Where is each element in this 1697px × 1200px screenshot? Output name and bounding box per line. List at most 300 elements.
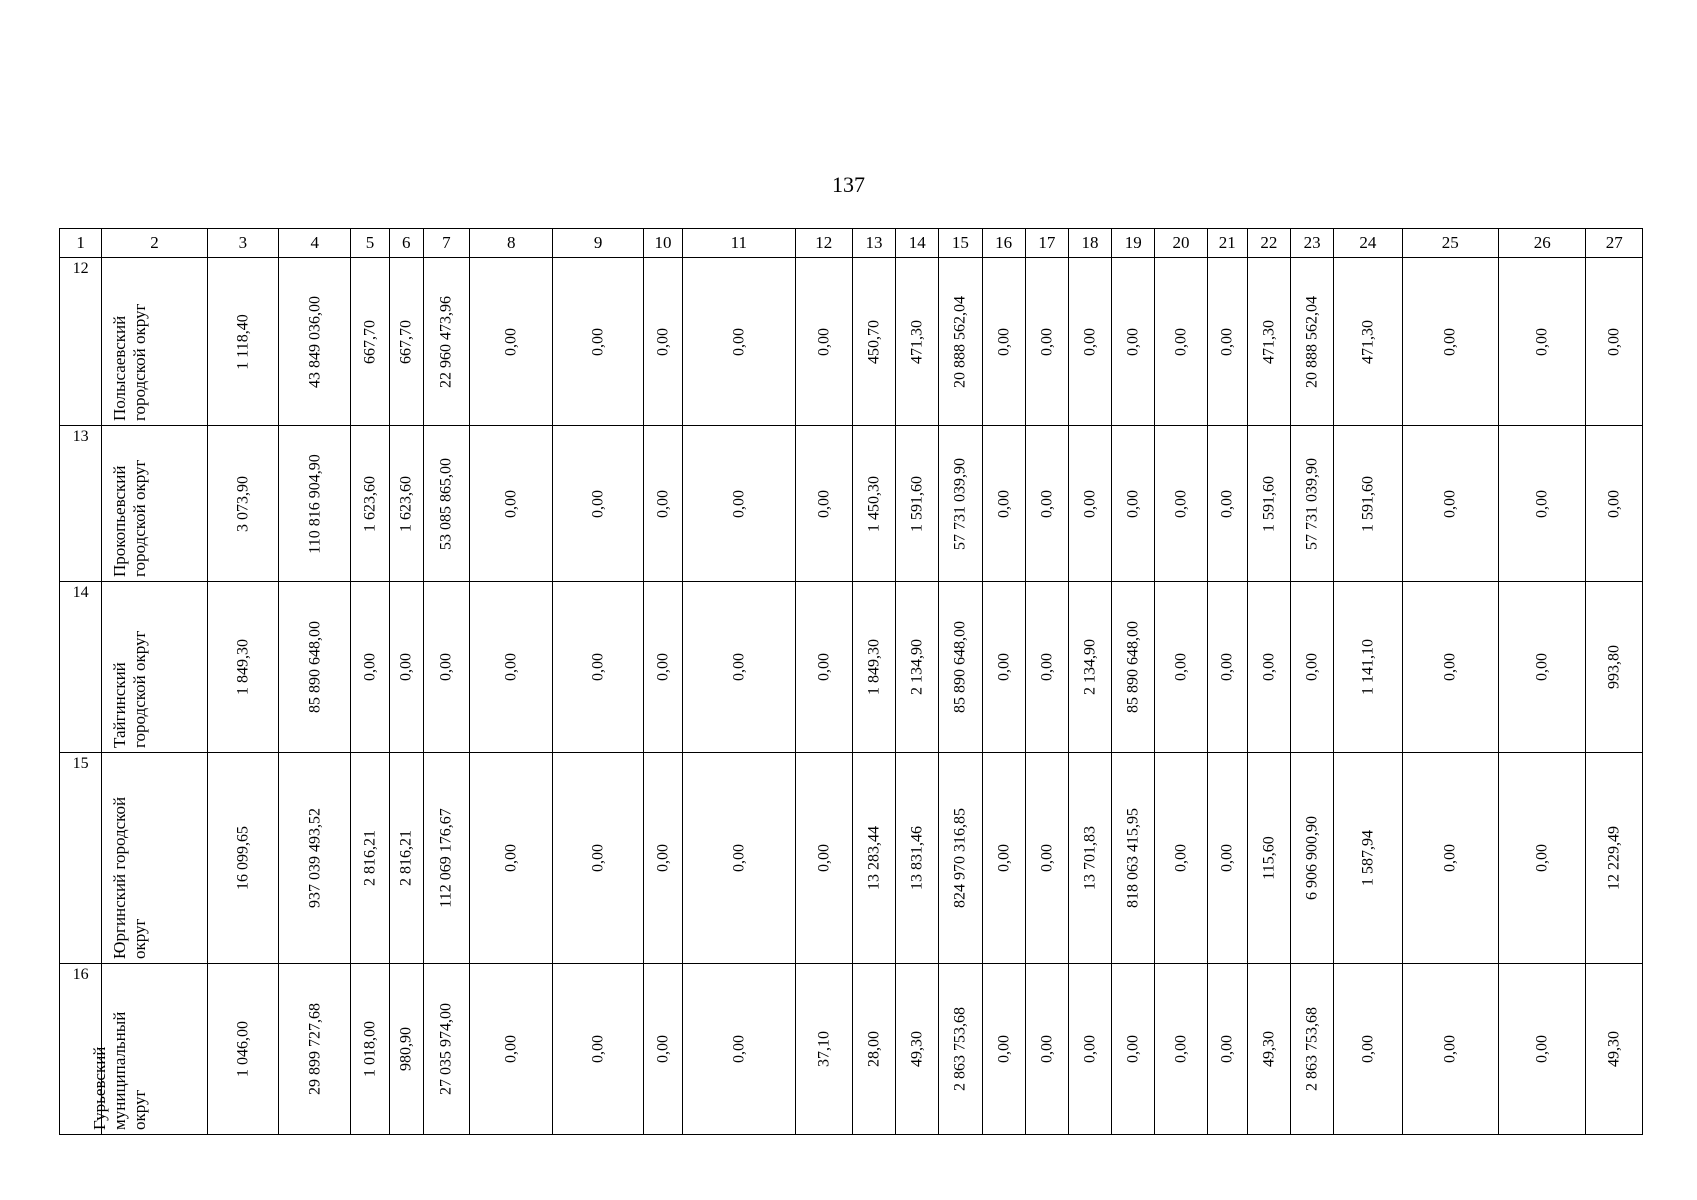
column-header: 17 [1025,229,1068,258]
column-header: 25 [1402,229,1498,258]
data-cell [982,964,1025,1135]
data-cell [389,582,423,753]
cell-value: 0,00 [815,489,833,518]
column-header: 12 [795,229,852,258]
data-cell [852,426,895,582]
cell-value: 1 018,00 [361,1021,379,1077]
row-number: 16 [60,964,102,1135]
data-cell [1025,964,1068,1135]
data-cell [982,426,1025,582]
column-header: 10 [643,229,682,258]
cell-value: 0,00 [995,489,1013,518]
cell-value: 0,00 [1081,327,1099,356]
table-row [60,258,1643,426]
data-cell [982,753,1025,964]
cell-value: 0,00 [397,653,415,681]
data-cell [1291,964,1334,1135]
cell-value: 0,00 [995,844,1013,872]
data-cell [683,582,796,753]
cell-value: 0,00 [1533,844,1551,872]
column-header: 3 [207,229,278,258]
cell-value: 0,00 [1605,327,1623,356]
cell-value: 85 890 648,00 [306,621,324,713]
cell-value: 0,00 [730,327,748,356]
cell-value: 0,00 [1172,844,1190,872]
header-row [60,229,1643,258]
data-cell [1402,426,1498,582]
row-number: 14 [60,582,102,753]
table-row [60,426,1643,582]
cell-value: 0,00 [1038,1035,1056,1063]
data-cell [1112,753,1155,964]
data-cell [643,964,682,1135]
cell-value: 0,00 [589,844,607,872]
cell-value: 0,00 [1260,653,1278,681]
data-cell [279,258,351,426]
cell-value: 1 118,40 [234,313,252,370]
cell-value: 0,00 [1038,653,1056,681]
data-cell [1247,582,1290,753]
data-cell [1499,753,1586,964]
column-header: 7 [423,229,469,258]
data-cell [939,964,982,1135]
cell-value: 0,00 [815,327,833,356]
cell-value: 0,00 [1441,1035,1459,1063]
data-cell [1334,964,1402,1135]
data-cell [1155,753,1207,964]
municipality-name [102,582,208,753]
cell-value: 110 816 904,90 [306,453,324,554]
cell-value: 0,00 [1038,327,1056,356]
column-header: 22 [1247,229,1290,258]
cell-value: 0,00 [1441,844,1459,872]
cell-value: 13 283,44 [865,826,883,890]
column-header: 2 [102,229,208,258]
cell-value: 0,00 [589,1035,607,1063]
cell-value: 0,00 [589,653,607,681]
data-cell [423,753,469,964]
data-cell [423,964,469,1135]
column-header: 20 [1155,229,1207,258]
data-cell [389,258,423,426]
municipality-name-text: Прокопьевский городской округ [110,459,150,577]
cell-value: 29 899 727,68 [306,1003,324,1095]
data-cell [896,582,939,753]
data-cell [351,426,389,582]
data-cell [643,426,682,582]
cell-value: 85 890 648,00 [1124,621,1142,713]
cell-value: 1 046,00 [234,1021,252,1077]
cell-value: 0,00 [1172,489,1190,518]
data-cell [982,582,1025,753]
cell-value: 1 591,60 [908,475,926,532]
data-cell [1155,426,1207,582]
cell-value: 0,00 [654,327,672,356]
data-cell [1207,964,1247,1135]
column-header: 9 [553,229,643,258]
data-cell [389,964,423,1135]
cell-value: 0,00 [815,844,833,872]
data-cell [207,426,278,582]
data-cell [389,426,423,582]
cell-value: 28,00 [865,1031,883,1067]
municipality-name-text: Тайгинский городской округ [110,630,150,748]
cell-value: 13 701,83 [1081,826,1099,890]
data-cell [1291,426,1334,582]
cell-value: 16 099,65 [234,826,252,890]
cell-value: 0,00 [1218,327,1236,356]
cell-value: 0,00 [502,1035,520,1063]
cell-value: 2 816,21 [397,830,415,886]
cell-value: 0,00 [1081,1035,1099,1063]
cell-value: 0,00 [815,653,833,681]
column-header: 18 [1068,229,1111,258]
data-cell [1112,426,1155,582]
column-header: 15 [939,229,982,258]
municipality-name [102,753,208,964]
municipality-name-text: Гурьевский муниципальный округ [90,1011,150,1130]
cell-value: 37,10 [815,1031,833,1067]
data-cell [982,258,1025,426]
cell-value: 22 960 473,96 [437,295,455,388]
data-cell [1068,258,1111,426]
data-cell [1155,582,1207,753]
cell-value: 0,00 [1124,327,1142,356]
data-cell [1207,753,1247,964]
data-cell [389,753,423,964]
cell-value: 0,00 [1038,489,1056,518]
data-cell [1291,753,1334,964]
data-cell [1155,258,1207,426]
data-cell [1068,582,1111,753]
data-cell [683,258,796,426]
data-cell [939,753,982,964]
data-cell [351,964,389,1135]
cell-value: 0,00 [1441,653,1459,681]
page-number: 137 [832,172,865,197]
data-cell [553,964,643,1135]
data-cell [423,582,469,753]
column-header: 11 [683,229,796,258]
data-cell [423,258,469,426]
cell-value: 667,70 [361,319,379,364]
data-cell [852,258,895,426]
data-cell [896,258,939,426]
column-header: 6 [389,229,423,258]
data-cell [795,964,852,1135]
cell-value: 0,00 [730,844,748,872]
column-header: 19 [1112,229,1155,258]
cell-value: 667,70 [397,319,415,364]
cell-value: 0,00 [361,653,379,681]
cell-value: 0,00 [1533,327,1551,356]
cell-value: 0,00 [995,327,1013,356]
data-cell [1112,964,1155,1135]
cell-value: 0,00 [1038,844,1056,872]
data-cell [1068,753,1111,964]
data-cell [1207,582,1247,753]
data-cell [1207,426,1247,582]
cell-value: 0,00 [1359,1035,1377,1063]
cell-value: 0,00 [502,844,520,872]
data-cell [470,964,553,1135]
table-row [60,753,1643,964]
data-cell [207,582,278,753]
cell-value: 0,00 [1172,653,1190,681]
cell-value: 450,70 [865,319,883,364]
data-cell [939,258,982,426]
column-header: 5 [351,229,389,258]
municipality-name-text: Полысаевский городской округ [110,303,150,421]
cell-value: 0,00 [730,1035,748,1063]
data-cell [470,582,553,753]
cell-value: 27 035 974,00 [437,1003,455,1095]
data-cell [1155,964,1207,1135]
data-cell [1247,753,1290,964]
cell-value: 0,00 [1218,1035,1236,1063]
data-cell [683,426,796,582]
data-cell [423,426,469,582]
cell-value: 2 134,90 [1081,639,1099,695]
cell-value: 1 623,60 [397,475,415,532]
data-cell [795,258,852,426]
data-cell [1025,753,1068,964]
data-cell [1334,426,1402,582]
cell-value: 115,60 [1260,836,1278,880]
cell-value: 43 849 036,00 [306,295,324,388]
data-cell [1207,258,1247,426]
data-cell [1499,426,1586,582]
data-cell [1025,258,1068,426]
row-number: 12 [60,258,102,426]
cell-value: 937 039 493,52 [306,808,324,908]
data-cell [683,964,796,1135]
data-cell [795,426,852,582]
cell-value: 2 134,90 [908,639,926,695]
column-header: 21 [1207,229,1247,258]
data-cell [1402,964,1498,1135]
data-cell [795,753,852,964]
cell-value: 57 731 039,90 [1303,457,1321,550]
data-cell [1112,582,1155,753]
column-header: 23 [1291,229,1334,258]
cell-value: 0,00 [730,489,748,518]
column-header: 26 [1499,229,1586,258]
cell-value: 0,00 [502,489,520,518]
data-cell [1499,582,1586,753]
data-cell [1025,426,1068,582]
data-cell [852,582,895,753]
column-header: 24 [1334,229,1402,258]
cell-value: 2 863 753,68 [951,1007,969,1091]
column-header: 8 [470,229,553,258]
data-cell [1247,258,1290,426]
cell-value: 1 587,94 [1359,830,1377,886]
cell-value: 0,00 [1172,327,1190,356]
data-cell [351,753,389,964]
table-row [60,964,1643,1135]
cell-value: 13 831,46 [908,826,926,890]
cell-value: 471,30 [1260,319,1278,364]
data-cell [1586,258,1643,426]
cell-value: 0,00 [1605,489,1623,518]
data-cell [896,964,939,1135]
cell-value: 0,00 [1124,489,1142,518]
cell-value: 471,30 [1359,319,1377,364]
data-cell [852,964,895,1135]
cell-value: 0,00 [654,1035,672,1063]
cell-value: 85 890 648,00 [951,621,969,713]
row-number: 15 [60,753,102,964]
cell-value: 471,30 [908,319,926,364]
municipality-name [90,964,208,1135]
cell-value: 53 085 865,00 [437,457,455,550]
data-cell [896,426,939,582]
cell-value: 993,80 [1605,645,1623,689]
cell-value: 0,00 [654,489,672,518]
cell-value: 0,00 [995,1035,1013,1063]
cell-value: 0,00 [589,327,607,356]
data-cell [683,753,796,964]
data-cell [279,426,351,582]
cell-value: 20 888 562,04 [951,295,969,388]
cell-value: 0,00 [1124,1035,1142,1063]
data-cell [279,964,351,1135]
cell-value: 1 849,30 [865,639,883,695]
data-cell [939,582,982,753]
data-cell [1402,258,1498,426]
cell-value: 1 591,60 [1260,475,1278,532]
data-cell [553,582,643,753]
cell-value: 0,00 [1172,1035,1190,1063]
cell-value: 0,00 [1441,489,1459,518]
data-cell [553,753,643,964]
table-row [60,582,1643,753]
data-cell [1112,258,1155,426]
data-cell [643,258,682,426]
data-cell [1586,582,1643,753]
data-cell [1068,426,1111,582]
cell-value: 1 623,60 [361,475,379,532]
column-header: 16 [982,229,1025,258]
data-cell [1334,582,1402,753]
data-cell [470,258,553,426]
data-cell [553,426,643,582]
data-cell [795,582,852,753]
cell-value: 818 063 415,95 [1124,808,1142,908]
data-cell [1334,753,1402,964]
data-cell [207,258,278,426]
column-header: 13 [852,229,895,258]
cell-value: 2 863 753,68 [1303,1007,1321,1091]
cell-value: 0,00 [995,653,1013,681]
cell-value: 6 906 900,90 [1303,816,1321,900]
data-cell [643,582,682,753]
cell-value: 0,00 [1533,489,1551,518]
cell-value: 0,00 [1081,489,1099,518]
data-cell [1291,582,1334,753]
data-cell [1402,753,1498,964]
municipality-name [102,258,208,426]
data-cell [207,753,278,964]
data-cell [351,258,389,426]
cell-value: 1 591,60 [1359,475,1377,532]
data-cell [470,753,553,964]
data-cell [1402,582,1498,753]
cell-value: 980,90 [397,1027,415,1071]
data-cell [1586,753,1643,964]
cell-value: 49,30 [908,1031,926,1067]
cell-value: 0,00 [654,844,672,872]
column-header: 4 [279,229,351,258]
data-cell [1025,582,1068,753]
data-cell [1068,964,1111,1135]
data-cell [207,964,278,1135]
cell-value: 2 816,21 [361,830,379,886]
data-cell [1334,258,1402,426]
cell-value: 0,00 [654,653,672,681]
column-header: 14 [896,229,939,258]
cell-value: 1 141,10 [1359,639,1377,695]
data-cell [1247,426,1290,582]
cell-value: 0,00 [1218,489,1236,518]
cell-value: 49,30 [1605,1031,1623,1067]
cell-value: 824 970 316,85 [951,808,969,908]
cell-value: 112 069 176,67 [437,808,455,908]
cell-value: 57 731 039,90 [951,457,969,550]
data-cell [1499,258,1586,426]
cell-value: 12 229,49 [1605,826,1623,890]
column-header: 1 [60,229,102,258]
data-cell [279,582,351,753]
cell-value: 3 073,90 [234,475,252,532]
cell-value: 0,00 [437,653,455,681]
data-cell [1247,964,1290,1135]
data-cell [643,753,682,964]
municipality-name [102,426,208,582]
data-cell [1291,258,1334,426]
data-cell [852,753,895,964]
cell-value: 0,00 [589,489,607,518]
cell-value: 1 849,30 [234,639,252,695]
cell-value: 0,00 [730,653,748,681]
cell-value: 0,00 [1441,327,1459,356]
cell-value: 1 450,30 [865,475,883,532]
cell-value: 0,00 [1218,844,1236,872]
data-table [59,228,1643,1135]
cell-value: 0,00 [1303,653,1321,681]
cell-value: 0,00 [1533,653,1551,681]
municipality-name-text: Юргинский городской округ [110,796,150,959]
data-cell [896,753,939,964]
data-cell [470,426,553,582]
column-header: 27 [1586,229,1643,258]
data-cell [1586,426,1643,582]
cell-value: 0,00 [502,327,520,356]
cell-value: 49,30 [1260,1031,1278,1067]
data-cell [279,753,351,964]
data-cell [939,426,982,582]
data-cell [351,582,389,753]
cell-value: 0,00 [1218,653,1236,681]
cell-value: 0,00 [1533,1035,1551,1063]
cell-value: 0,00 [502,653,520,681]
row-number: 13 [60,426,102,582]
data-cell [1499,964,1586,1135]
data-cell [553,258,643,426]
cell-value: 20 888 562,04 [1303,295,1321,388]
data-cell [1586,964,1643,1135]
